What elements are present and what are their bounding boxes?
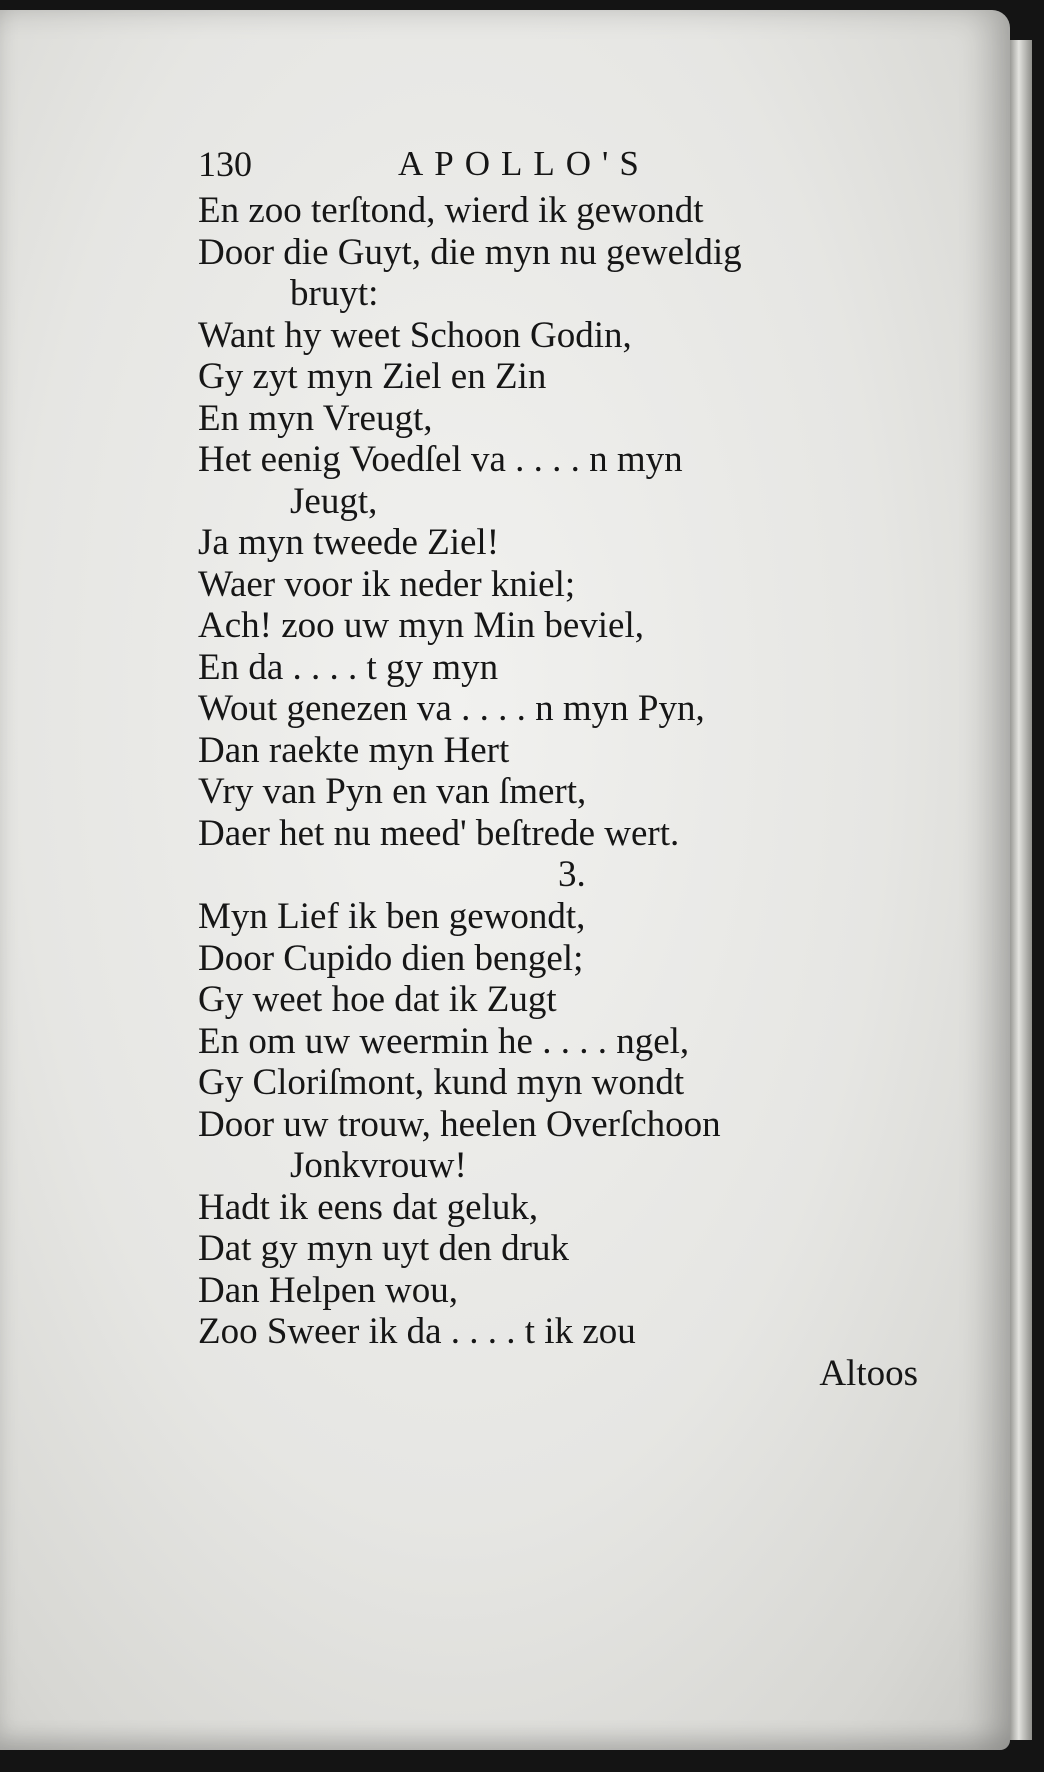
verse-line: Gy weet hoe dat ik Zugt xyxy=(198,979,557,1020)
verse-line: Dan raekte myn Hert xyxy=(198,729,510,771)
verse-line: Door uw trouw, heelen Overſchoon xyxy=(198,1103,721,1145)
verse-line: Hadt ik eens dat geluk, xyxy=(198,1186,539,1228)
verse-line: Want hy weet Schoon Godin, xyxy=(198,314,632,356)
stanza-3 xyxy=(198,896,918,1353)
page-number: 130 xyxy=(198,144,252,184)
stanza-2 xyxy=(198,190,918,854)
verse-line: Dat gy myn uyt den druk xyxy=(198,1228,569,1269)
verse-line: Ach! zoo uw myn Min beviel, xyxy=(198,605,644,646)
verse-line: Door Cupido dien bengel; xyxy=(198,937,584,979)
verse-line-continuation: Jeugt, xyxy=(290,480,378,522)
verse-line: En om uw weermin he . . . . ngel, xyxy=(198,1020,690,1062)
verse-line-continuation: Jonkvrouw! xyxy=(290,1145,467,1186)
verse-line: Zoo Sweer ik da . . . . t ik zou xyxy=(198,1311,636,1352)
verse-line: Myn Lief ik ben gewondt, xyxy=(198,896,586,937)
verse-line: Waer voor ik neder kniel; xyxy=(198,563,576,605)
page-fore-edge xyxy=(1010,40,1032,1740)
page-text xyxy=(198,138,918,1395)
verse-line: Daer het nu meed' beſtrede wert. xyxy=(198,812,680,854)
running-head: APOLLO'S xyxy=(398,144,650,183)
verse-line-continuation: bruyt: xyxy=(290,273,379,314)
verse-line: Door die Guyt, die myn nu geweldig xyxy=(198,231,742,273)
verse-line: Gy Cloriſmont, kund myn wondt xyxy=(198,1062,685,1103)
verse-line: Het eenig Voedſel va . . . . n myn xyxy=(198,439,683,480)
verse-line: En da . . . . t gy myn xyxy=(198,646,499,688)
catchword: Altoos xyxy=(819,1352,918,1394)
stanza-number: 3. xyxy=(558,854,586,895)
verse-line: Wout genezen va . . . . n myn Pyn, xyxy=(198,688,705,729)
verse-line: Gy zyt myn Ziel en Zin xyxy=(198,356,547,397)
page-header xyxy=(198,138,918,190)
verse-line: En myn Vreugt, xyxy=(198,397,433,439)
verse-line: En zoo terſtond, wierd ik gewondt xyxy=(198,190,704,231)
verse-line: Vry van Pyn en van ſmert, xyxy=(198,771,587,812)
verse-line: Ja myn tweede Ziel! xyxy=(198,522,500,563)
verse-line: Dan Helpen wou, xyxy=(198,1269,458,1311)
